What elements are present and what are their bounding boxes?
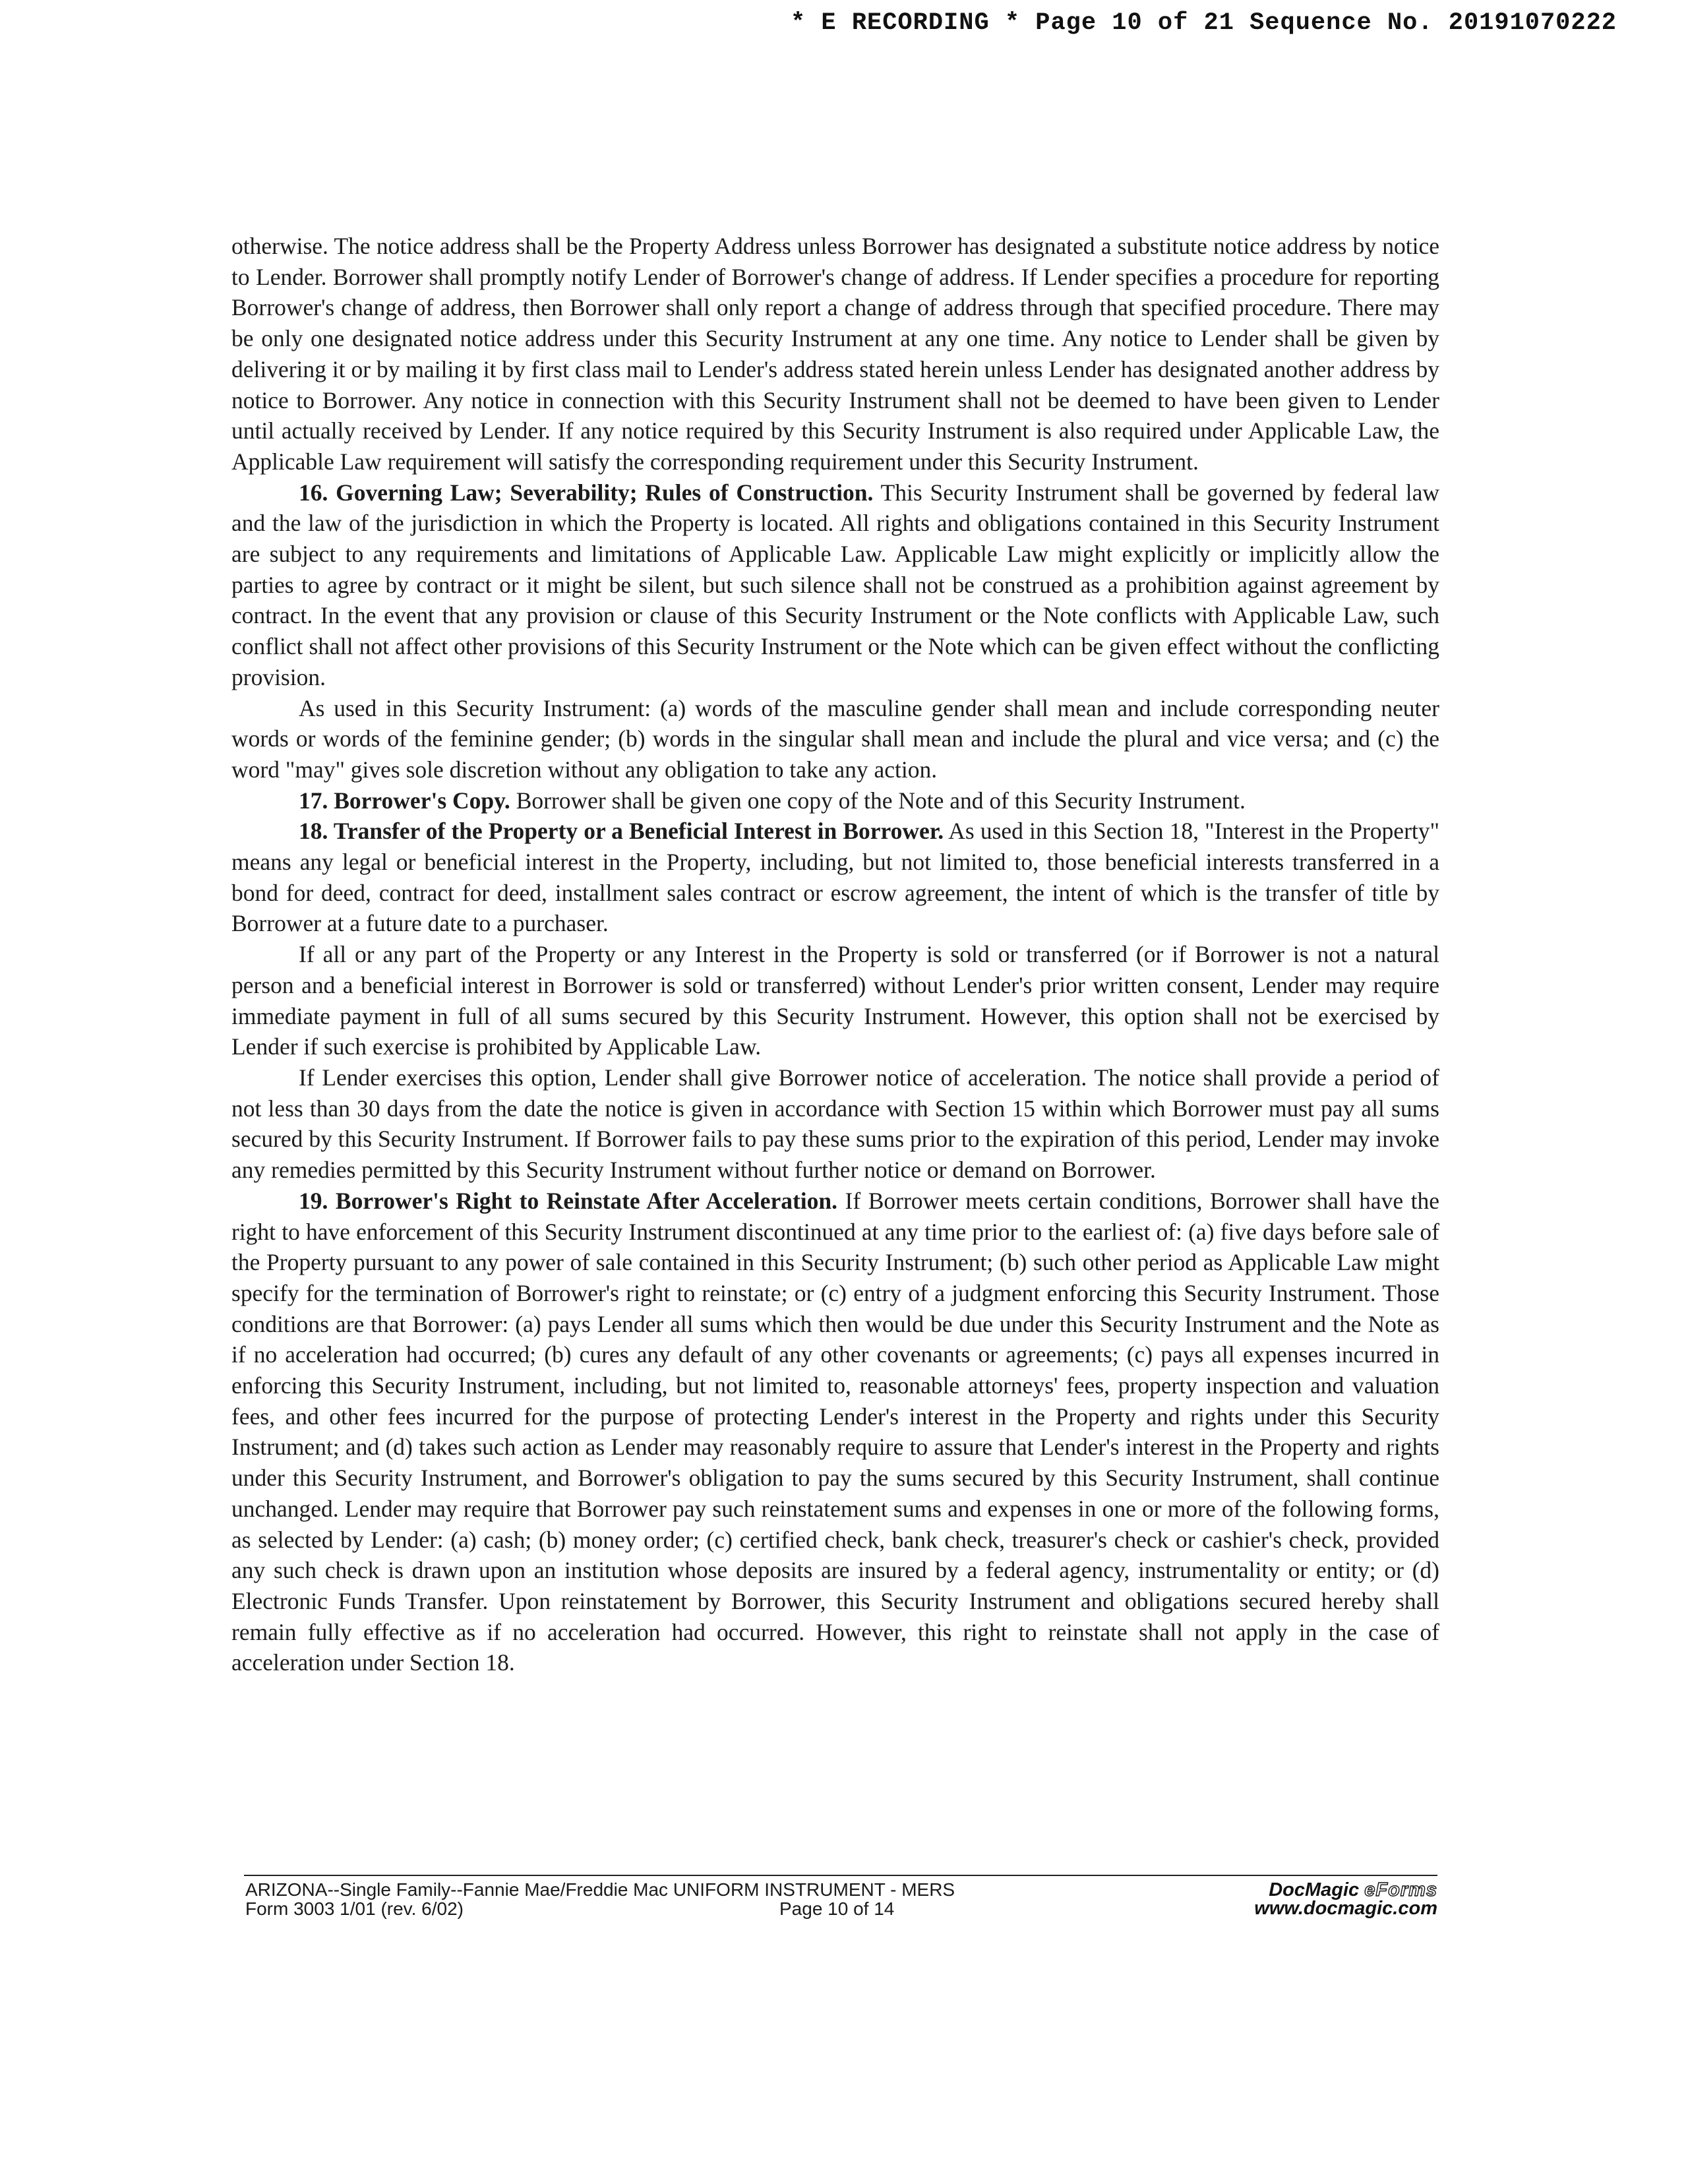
page-number: Page 10 of 14 [779, 1898, 895, 1919]
footer-line-2 [245, 1900, 1168, 1919]
form-title: ARIZONA--Single Family--Fannie Mae/Freddie Mac UNIFORM INSTRUMENT - MERS [245, 1879, 955, 1900]
document-body [231, 231, 1439, 1678]
paragraph-notice-continued: otherwise. The notice address shall be the Property Address unless Borrower has designated a substitute notice address by notice to Lender. Borrower shall promptly notify Lender of Borrower's change of address. If Lender specifies a procedure for reporting Borrower's change of address, then Borrower shall only report a change of address through that specified procedure. There may be only one designated notice address under this Security Instrument at any one time. Any notice to Lender shall be given by delivering it or by mailing it by first class mail to Lender's address stated herein unless Lender has designated another address by notice to Borrower. Any notice in connection with this Security Instrument shall not be deemed to have been given to Lender until actually received by Lender. If any notice required by this Security Instrument is also required under Applicable Law, the Applicable Law requirement will satisfy the corresponding requirement under this Security Instrument. [231, 233, 1439, 475]
section-18-heading: 18. Transfer of the Property or a Beneficial Interest in Borrower. [299, 818, 944, 845]
section-19-heading: 19. Borrower's Right to Reinstate After Acceleration. [299, 1187, 838, 1214]
footer-divider [244, 1875, 1437, 1876]
brand-eforms-logo: eForms [1364, 1879, 1437, 1900]
section-16-construction-paragraph: As used in this Security Instrument: (a) words of the masculine gender shall mean and include corresponding neuter words or words of the feminine gender; (b) words in the singular shall mean and include the plural and vice versa; and (c) the word "may" gives sole discretion without any obligation to take any action. [231, 694, 1439, 783]
section-19-paragraph [231, 1186, 1439, 1678]
footer-form-info [245, 1881, 1168, 1919]
section-17-heading: 17. Borrower's Copy. [299, 787, 510, 814]
section-18-paragraph [231, 816, 1439, 939]
section-19-text: If Borrower meets certain conditions, Borrower shall have the right to have enforcement of this Security Instrument discontinued at any time prior to the earliest of: (a) five days before sale of the Property pursuant to any power of sale contained in this Security Instrument; (b) such other period as Applicable Law might specify for the termination of Borrower's right to reinstate; or (c) entry of a judgment enforcing this Security Instrument. Those conditions are that Borrower: (a) pays Lender all sums which then would be due under this Security Instrument and the Note as if no acceleration had occurred; (b) cures any default of any other covenants or agreements; (c) pays all expenses incurred in enforcing this Security Instrument, including, but not limited to, reasonable attorneys' fees, property inspection and valuation fees, and other fees incurred for the purpose of protecting Lender's interest in the Property and rights under this Security Instrument; and (d) takes such action as Lender may reasonably require to assure that Lender's interest in the Property and rights under this Security Instrument, and Borrower's obligation to pay the sums secured by this Security Instrument, shall continue unchanged. Lender may require that Borrower pay such reinstatement sums and expenses in one or more of the following forms, as selected by Lender: (a) cash; (b) money order; (c) certified check, bank check, treasurer's check or cashier's check, provided any such check is drawn upon an institution whose deposits are insured by a federal agency, instrumentality or entity; or (d) Electronic Funds Transfer. Upon reinstatement by Borrower, this Security Instrument and obligations secured hereby shall remain fully effective as if no acceleration had occurred. However, this right to reinstate shall not apply in the case of acceleration under Section 18. [231, 1187, 1439, 1676]
section-18-acceleration-paragraph: If Lender exercises this option, Lender shall give Borrower notice of acceleration. The notice shall provide a period of not less than 30 days from the date the notice is given in accordance with Section 15 within which Borrower must pay all sums secured by this Security Instrument. If Borrower fails to pay these sums prior to the expiration of this period, Lender may invoke any remedies permitted by this Security Instrument without further notice or demand on Borrower. [231, 1064, 1439, 1184]
section-17-text: Borrower shall be given one copy of the Note and of this Security Instrument. [510, 787, 1246, 814]
form-number: Form 3003 1/01 (rev. 6/02) [245, 1898, 464, 1919]
brand-url: www.docmagic.com [1254, 1898, 1437, 1919]
section-16-paragraph [231, 477, 1439, 693]
brand-logo [1254, 1881, 1437, 1899]
footer-line-1 [245, 1881, 1168, 1900]
section-18-consent-paragraph: If all or any part of the Property or any Interest in the Property is sold or transferred (or if Borrower is not a natural person and a beneficial interest in Borrower is sold or transferred) without Lender's prior written consent, Lender may require immediate payment in full of all sums secured by this Security Instrument. However, this option shall not be exercised by Lender if such exercise is prohibited by Applicable Law. [231, 941, 1439, 1060]
section-16-text: This Security Instrument shall be governed by federal law and the law of the jurisdiction in which the Property is located. All rights and obligations contained in this Security Instrument are subject to any requirements and limitations of Applicable Law. Applicable Law might explicitly or implicitly allow the parties to agree by contract or it might be silent, but such silence shall not be construed as a prohibition against agreement by contract. In the event that any provision or clause of this Security Instrument or the Note conflicts with Applicable Law, such conflict shall not affect other provisions of this Security Instrument or the Note which can be given effect without the conflicting provision. [231, 479, 1439, 690]
brand-name: DocMagic [1269, 1879, 1365, 1900]
section-16-heading: 16. Governing Law; Severability; Rules of Construction. [299, 479, 874, 506]
section-17-paragraph [231, 785, 1439, 816]
recording-header: * E RECORDING * Page 10 of 21 Sequence No. 20191070222 [791, 9, 1617, 37]
footer-brand [1254, 1881, 1437, 1918]
section-18-text: As used in this Section 18, "Interest in the Property" means any legal or beneficial interest in the Property, including, but not limited to, those beneficial interests transferred in a bond for deed, contract for deed, installment sales contract or escrow agreement, the intent of which is the transfer of title by Borrower at a future date to a purchaser. [231, 818, 1439, 937]
